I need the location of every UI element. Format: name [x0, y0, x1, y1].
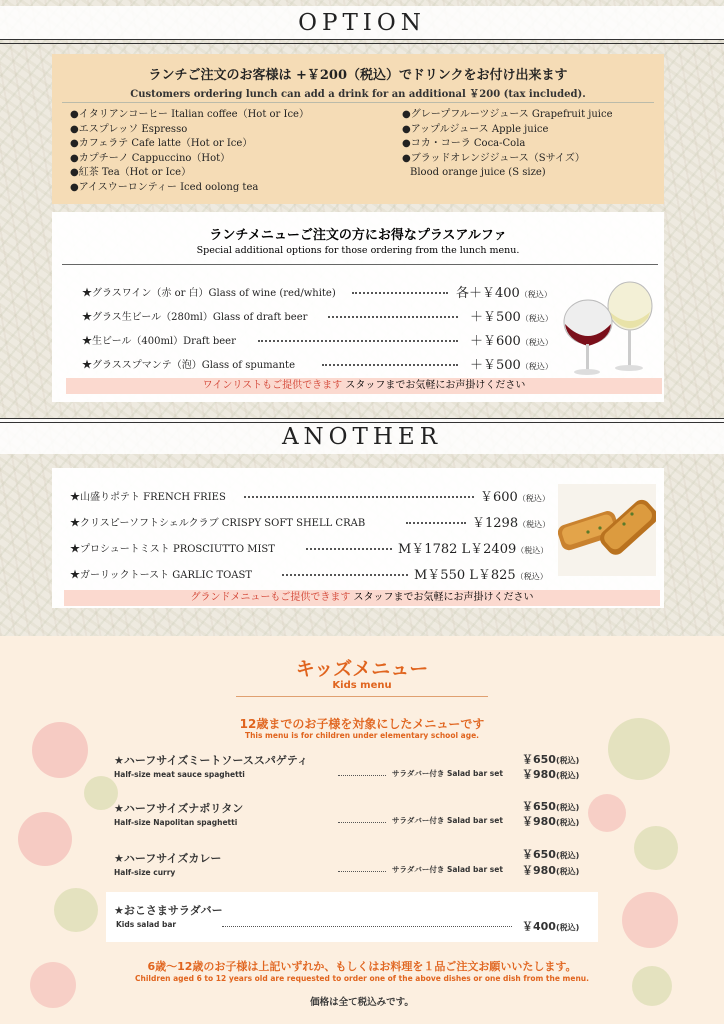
kids-target-jp: 12歳までのお子様を対象にしたメニューです — [239, 717, 485, 731]
drink-list-right — [402, 108, 613, 181]
leader-dots — [258, 340, 458, 342]
plus-item-price: 各＋￥400（税込） — [456, 286, 552, 301]
another-item-name: ★ガーリックトースト GARLIC TOAST — [70, 570, 253, 581]
plus-item-name: ★生ビール（400ml）Draft beer — [82, 336, 236, 347]
decor-circle — [54, 888, 98, 932]
kids-salad-en: Kids salad bar — [116, 920, 177, 929]
plus-title-jp: ランチメニューご注文の方にお得なプラスアルファ — [209, 228, 507, 243]
plus-item-name: ★グラススプマンテ（泡）Glass of spumante — [82, 360, 295, 371]
another-item-price: M￥1782 L￥2409（税込） — [398, 542, 549, 557]
plus-title-en: Special additional options for those ordering from the lunch menu. — [196, 245, 520, 256]
kids-title-underline — [236, 696, 488, 697]
another-title: ANOTHER — [281, 424, 443, 450]
age-note-jp: 6歳～12歳のお子様は上記いずれか、もしくはお料理を１品ご注文お願いいたします。 — [147, 960, 577, 973]
leader-dots — [352, 292, 448, 294]
another-panel — [52, 468, 664, 608]
option-header — [0, 6, 724, 40]
decor-circle — [622, 892, 678, 948]
kids-item-en: Half-size Napolitan spaghetti — [114, 818, 238, 827]
age-note-en: Children aged 6 to 12 years old are requested to order one of the above dishes or one dish from the menu. — [135, 974, 589, 983]
drink-item: ●カプチーノ Cappuccino（Hot） — [70, 152, 231, 164]
drink-list-panel — [52, 100, 664, 204]
leader-dots — [306, 548, 392, 550]
leader-dots — [338, 822, 386, 823]
option-title: OPTION — [298, 10, 426, 36]
another-item-price: M￥550 L￥825（税込） — [414, 568, 548, 583]
plus-item-price: ＋￥500（税込） — [470, 310, 553, 325]
lunch-drink-header — [52, 54, 664, 100]
tax-footer: 価格は全て税込みです。 — [310, 997, 414, 1008]
lunch-plus-panel — [52, 212, 664, 402]
drink-item: ●コカ・コーラ Coca-Cola — [402, 138, 526, 149]
kids-item-jp: ★ハーフサイズナポリタン — [114, 802, 244, 815]
salad-set-label: サラダバー付き Salad bar set — [392, 816, 503, 825]
leader-dots — [244, 496, 474, 498]
kids-item-jp: ★ハーフサイズミートソーススパゲティ — [114, 754, 309, 767]
lunch-drink-jp: ランチご注文のお客様は +￥200（税込）でドリンクをお付け出来ます — [148, 68, 568, 83]
leader-dots — [338, 775, 386, 776]
salad-set-label: サラダバー付き Salad bar set — [392, 769, 503, 778]
leader-dots — [338, 871, 386, 872]
another-item-name: ★山盛りポテト FRENCH FRIES — [70, 492, 226, 503]
kids-item-en: Half-size meat sauce spaghetti — [114, 770, 245, 779]
lunch-drink-en: Customers ordering lunch can add a drink for an additional ￥200 (tax included). — [130, 89, 586, 100]
drink-item: ●アイスウーロンティー Iced oolong tea — [70, 181, 259, 193]
plus-item-name: ★グラス生ビール（280ml）Glass of draft beer — [82, 312, 308, 323]
drink-item: ●エスプレッソ Espresso — [70, 123, 188, 135]
another-item-name: ★プロシュートミスト PROSCIUTTO MIST — [70, 544, 275, 555]
kids-item-jp: ★ハーフサイズカレー — [114, 852, 222, 865]
garlic-toast-photo — [558, 484, 656, 576]
salad-set-price: ￥980(税込) — [522, 815, 580, 828]
another-header — [0, 418, 724, 454]
leader-dots — [322, 364, 458, 366]
decor-circle — [18, 812, 72, 866]
plus-item-name: ★グラスワイン（赤 or 白）Glass of wine (red/white) — [82, 288, 336, 299]
another-item-price: ￥1298（税込） — [472, 516, 551, 531]
kids-item-price: ￥650(税込) — [522, 800, 580, 813]
kids-title: キッズメニュー — [295, 658, 429, 680]
leader-dots — [406, 522, 466, 524]
kids-item-price: ￥650(税込) — [522, 753, 580, 766]
leader-dots — [282, 574, 408, 576]
another-item-price: ￥600（税込） — [480, 490, 550, 505]
kids-salad-panel — [106, 892, 598, 942]
drink-item: ●イタリアンコーヒー Italian coffee（Hot or Ice） — [70, 109, 309, 120]
salad-set-price: ￥980(税込) — [522, 768, 580, 781]
drink-list-left — [70, 108, 309, 195]
kids-target-en: This menu is for children under elementary school age. — [244, 731, 480, 740]
wine-list-note: ワインリストもご提供できます スタッフまでお気軽にお声掛けください — [66, 378, 662, 394]
drink-item: ●カフェラテ Cafe latte（Hot or Ice） — [70, 138, 253, 149]
decor-circle — [84, 776, 118, 810]
kids-title-en: Kids menu — [332, 680, 392, 691]
another-item-name: ★クリスピーソフトシェルクラブ CRISPY SOFT SHELL CRAB — [70, 518, 366, 529]
decor-circle — [634, 826, 678, 870]
kids-item-price: ￥650(税込) — [522, 848, 580, 861]
salad-set-price: ￥980(税込) — [522, 864, 580, 877]
plus-item-price: ＋￥600（税込） — [470, 334, 553, 349]
kids-salad-jp: ★おこさまサラダバー — [114, 904, 223, 917]
drink-item: Blood orange juice (S size) — [410, 167, 546, 178]
plus-item-price: ＋￥500（税込） — [470, 358, 553, 373]
grand-menu-note: グランドメニューもご提供できます スタッフまでお気軽にお声掛けください — [64, 590, 660, 606]
leader-dots — [222, 926, 512, 927]
drink-item: ●アップルジュース Apple juice — [402, 123, 549, 135]
drink-item: ●紅茶 Tea（Hot or Ice） — [70, 167, 192, 178]
salad-set-label: サラダバー付き Salad bar set — [392, 865, 503, 874]
leader-dots — [328, 316, 458, 318]
kids-item-en: Half-size curry — [114, 868, 176, 877]
kids-salad-price: ￥400(税込) — [522, 920, 580, 933]
decor-circle — [588, 794, 626, 832]
drink-item: ●グレープフルーツジュース Grapefruit juice — [402, 109, 613, 120]
wine-glasses-photo — [558, 278, 658, 378]
drink-item: ●ブラッドオレンジジュース（Sサイズ） — [402, 152, 585, 164]
